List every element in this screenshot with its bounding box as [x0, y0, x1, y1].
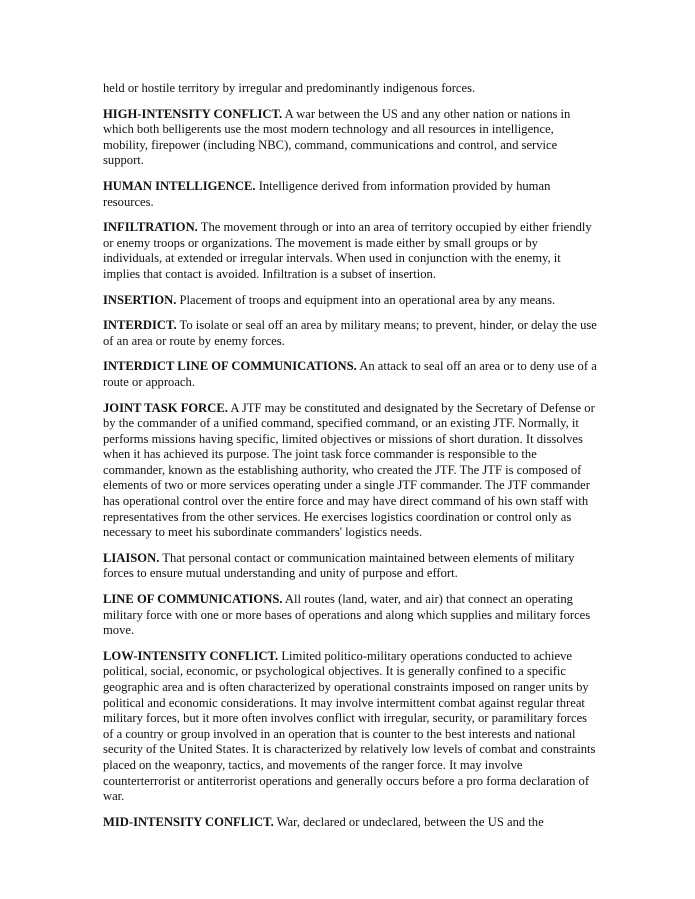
entry-term: HUMAN INTELLIGENCE. — [103, 178, 256, 193]
glossary-entry-low-intensity-conflict — [103, 649, 598, 805]
entry-term: INSERTION. — [103, 292, 177, 307]
glossary-entry-insertion — [103, 293, 598, 309]
entry-definition: War, declared or undeclared, between the US and the — [273, 814, 544, 829]
entry-term: JOINT TASK FORCE. — [103, 400, 228, 415]
entry-definition: To isolate or seal off an area by military means; to prevent, hinder, or delay the use of an area or route by enemy forces. — [103, 318, 597, 348]
entry-definition: held or hostile territory by irregular and predominantly indigenous forces. — [103, 81, 476, 95]
glossary-entry-high-intensity-conflict — [103, 107, 598, 169]
entry-term: LINE OF COMMUNICATIONS. — [103, 592, 283, 607]
entry-definition: That personal contact or communication maintained between elements of military forces to ensure mutual understanding and unity of purpose and effort. — [103, 550, 575, 581]
glossary-entry-mid-intensity-conflict — [103, 815, 598, 831]
glossary-entry-liaison — [103, 551, 598, 582]
entry-definition: Limited politico-military operations conducted to achieve political, social, economic, or psychological objectives. It is generally confined to a specific geographic area and is often characterized by operational constraints imposed on ranger units by political and economic considerations. It may involve intermittent combat against regular threat military forces, but it more often involves conflict with irregular, security, or paramilitary forces of a country or group involved in an operation that is counter to the best interests and national security of the United States. It is characterized by relatively low levels of combat and constraints placed on the weaponry, tactics, and movements of the ranger force. It may involve counterterrorist or antiterrorist operations and generally occurs before a pro forma declaration of war. — [103, 648, 596, 804]
glossary-entry-interdict-loc — [103, 359, 598, 390]
entry-definition: A JTF may be constituted and designated by the Secretary of Defense or by the commander of a unified command, specified command, or an existing JTF. Normally, it performs missions having specific, limited objectives or missions of short duration. It dissolves when it has achieved its purpose. The joint task force commander is responsible to the commander, known as the establishing authority, who created the JTF. The JTF is composed of elements of two or more services operating under a single JTF commander. The JTF commander has operational control over the entire force and may have direct command of his own staff with representatives from the other services. He exercises logistics coordination or control only as necessary to meet his subordinate commanders' logistics needs. — [103, 400, 595, 540]
entry-term: MID-INTENSITY CONFLICT. — [103, 814, 274, 829]
entry-definition: The movement through or into an area of territory occupied by either friendly or enemy troops or organizations. The movement is made either by small groups or by individuals, at extended or irregular intervals. When used in conjunction with the enemy, it implies that contact is avoided. Infiltration is a subset of insertion. — [103, 220, 592, 281]
entry-term: HIGH-INTENSITY CONFLICT. — [103, 106, 283, 121]
entry-definition: Placement of troops and equipment into an operational area by any means. — [176, 292, 556, 307]
glossary-entry-line-of-communications — [103, 592, 598, 639]
entry-definition: A war between the US and any other nation or nations in which both belligerents use the most modern technology and all resources in intelligence, mobility, firepower (including NBC), command, communications and control, and service support. — [103, 106, 571, 168]
glossary-entry-continuation — [103, 81, 598, 97]
entry-term: LIAISON. — [103, 550, 160, 565]
entry-term: LOW-INTENSITY CONFLICT. — [103, 648, 279, 663]
entry-term: INFILTRATION. — [103, 220, 198, 235]
glossary-entry-interdict — [103, 318, 598, 349]
glossary-entry-joint-task-force — [103, 401, 598, 541]
glossary-entry-infiltration — [103, 220, 598, 282]
glossary-page — [103, 81, 598, 840]
entry-definition: Intelligence derived from information provided by human resources. — [103, 178, 551, 209]
entry-definition: An attack to seal off an area or to deny use of a route or approach. — [103, 359, 597, 389]
entry-term: INTERDICT. — [103, 318, 177, 333]
entry-definition: All routes (land, water, and air) that connect an operating military force with one or more bases of operations and along which supplies and military forces move. — [103, 592, 591, 638]
glossary-entry-human-intelligence — [103, 179, 598, 210]
entry-term: INTERDICT LINE OF COMMUNICATIONS. — [103, 359, 357, 374]
